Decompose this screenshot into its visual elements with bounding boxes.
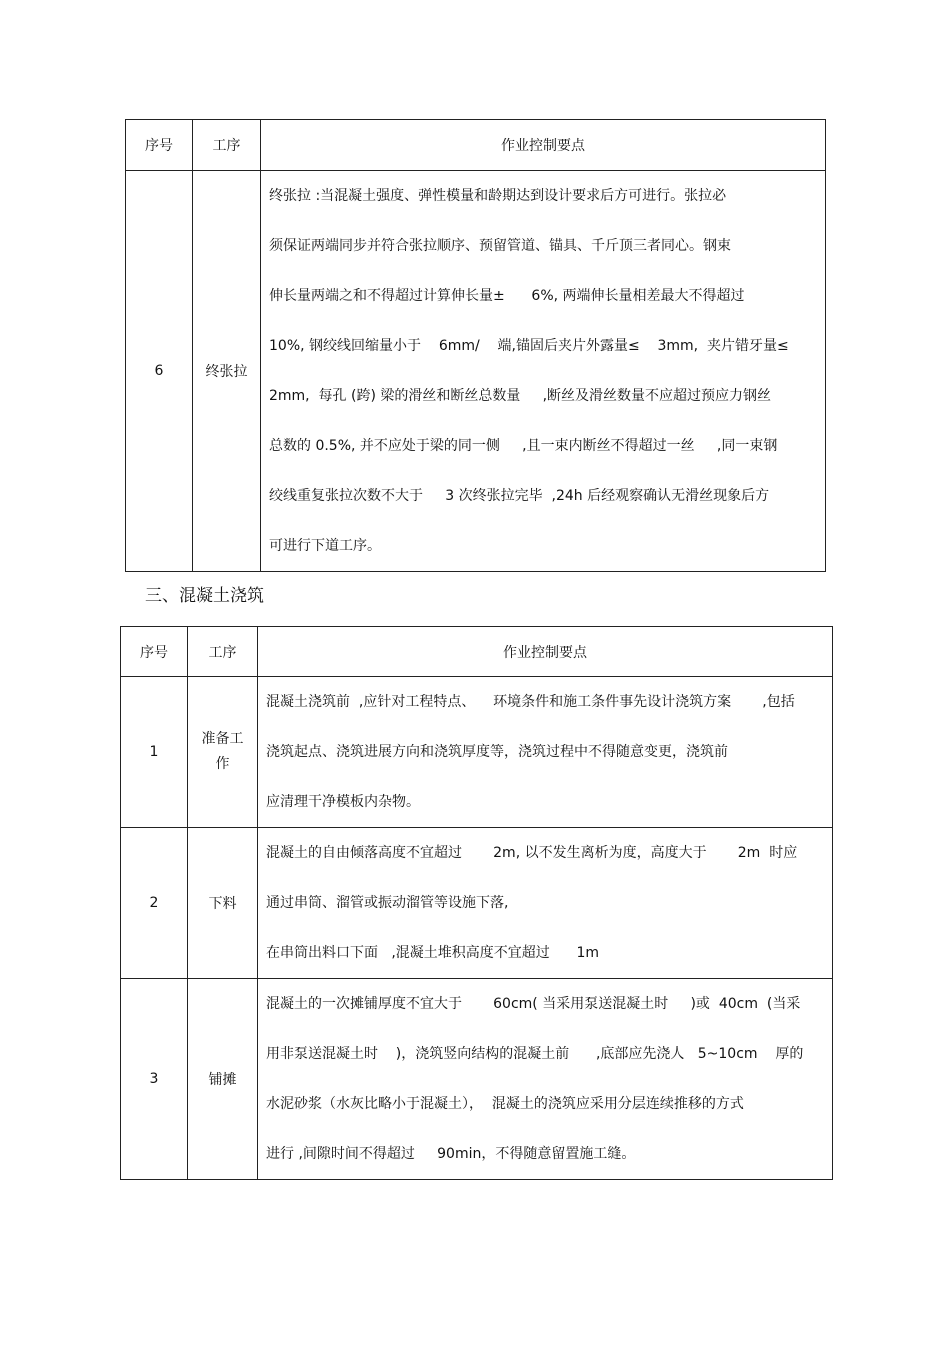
content-line: 10%, 钢绞线回缩量小于 6mm/ 端,锚固后夹片外露量≤ 3mm, 夹片错牙量≤ bbox=[269, 338, 789, 354]
content-line: 伸长量两端之和不得超过计算伸长量± 6%, 两端伸长量相差最大不得超过 bbox=[269, 288, 745, 304]
process-line: 作 bbox=[215, 756, 230, 772]
content-line: 通过串筒、溜管或振动溜管等设施下落, bbox=[266, 895, 509, 911]
table-header-row bbox=[126, 120, 826, 171]
table-row bbox=[126, 171, 826, 572]
section-title: 三、混凝土浇筑 bbox=[145, 586, 264, 606]
row-seq: 1 bbox=[121, 677, 188, 828]
row-content bbox=[261, 171, 826, 572]
table-row bbox=[121, 979, 833, 1180]
content-line: 须保证两端同步并符合张拉顺序、预留管道、锚具、千斤顶三者同心。钢束 bbox=[269, 238, 731, 254]
table-concrete-pouring bbox=[120, 626, 833, 1180]
row-content bbox=[258, 979, 833, 1180]
header-control-points: 作业控制要点 bbox=[258, 627, 833, 677]
process-line: 准备工 bbox=[201, 731, 244, 747]
row-process: 铺摊 bbox=[188, 979, 258, 1180]
content-line: 水泥砂浆（水灰比略小于混凝土）， 混凝土的浇筑应采用分层连续推移的方式 bbox=[266, 1096, 744, 1112]
row-process bbox=[188, 677, 258, 828]
content-line: 总数的 0.5%, 并不应处于梁的同一侧 ,且一束内断丝不得超过一丝 ,同一束钢 bbox=[269, 438, 778, 454]
content-line: 可进行下道工序。 bbox=[269, 538, 381, 554]
table-row bbox=[121, 677, 833, 828]
content-line: 绞线重复张拉次数不大于 3 次终张拉完毕 ,24h 后经观察确认无滑丝现象后方 bbox=[269, 488, 770, 504]
header-process: 工序 bbox=[193, 120, 261, 171]
header-seq: 序号 bbox=[126, 120, 193, 171]
row-content bbox=[258, 828, 833, 979]
row-seq: 3 bbox=[121, 979, 188, 1180]
content-line: 2mm, 每孔 (跨) 梁的滑丝和断丝总数量 ,断丝及滑丝数量不应超过预应力钢丝 bbox=[269, 388, 772, 404]
content-line: 浇筑起点、浇筑进展方向和浇筑厚度等，浇筑过程中不得随意变更，浇筑前 bbox=[266, 744, 728, 760]
header-seq: 序号 bbox=[121, 627, 188, 677]
content-line: 混凝土浇筑前 ,应针对工程特点、 环境条件和施工条件事先设计浇筑方案 ,包括 bbox=[266, 694, 795, 710]
content-line: 应清理干净模板内杂物。 bbox=[266, 794, 420, 810]
content-line: 用非泵送混凝土时 )，浇筑竖向结构的混凝土前 ,底部应先浇人 5~10cm 厚的 bbox=[266, 1046, 804, 1062]
table-header-row bbox=[121, 627, 833, 677]
table-row bbox=[121, 828, 833, 979]
row-seq: 2 bbox=[121, 828, 188, 979]
row-process: 终张拉 bbox=[193, 171, 261, 572]
header-process: 工序 bbox=[188, 627, 258, 677]
content-line: 进行 ,间隙时间不得超过 90min，不得随意留置施工缝。 bbox=[266, 1146, 636, 1162]
row-process: 下料 bbox=[188, 828, 258, 979]
row-seq: 6 bbox=[126, 171, 193, 572]
content-line: 混凝土的自由倾落高度不宜超过 2m, 以不发生离析为度，高度大于 2m 时应 bbox=[266, 845, 798, 861]
content-line: 在串筒出料口下面 ,混凝土堆积高度不宜超过 1m bbox=[266, 945, 600, 961]
content-line: 混凝土的一次摊铺厚度不宜大于 60cm( 当采用泵送混凝土时 )或 40cm (当采 bbox=[266, 996, 801, 1012]
row-content bbox=[258, 677, 833, 828]
header-control-points: 作业控制要点 bbox=[261, 120, 826, 171]
table-final-tensioning bbox=[125, 119, 826, 572]
content-line: 终张拉 :当混凝土强度、弹性模量和龄期达到设计要求后方可进行。张拉必 bbox=[269, 188, 727, 204]
